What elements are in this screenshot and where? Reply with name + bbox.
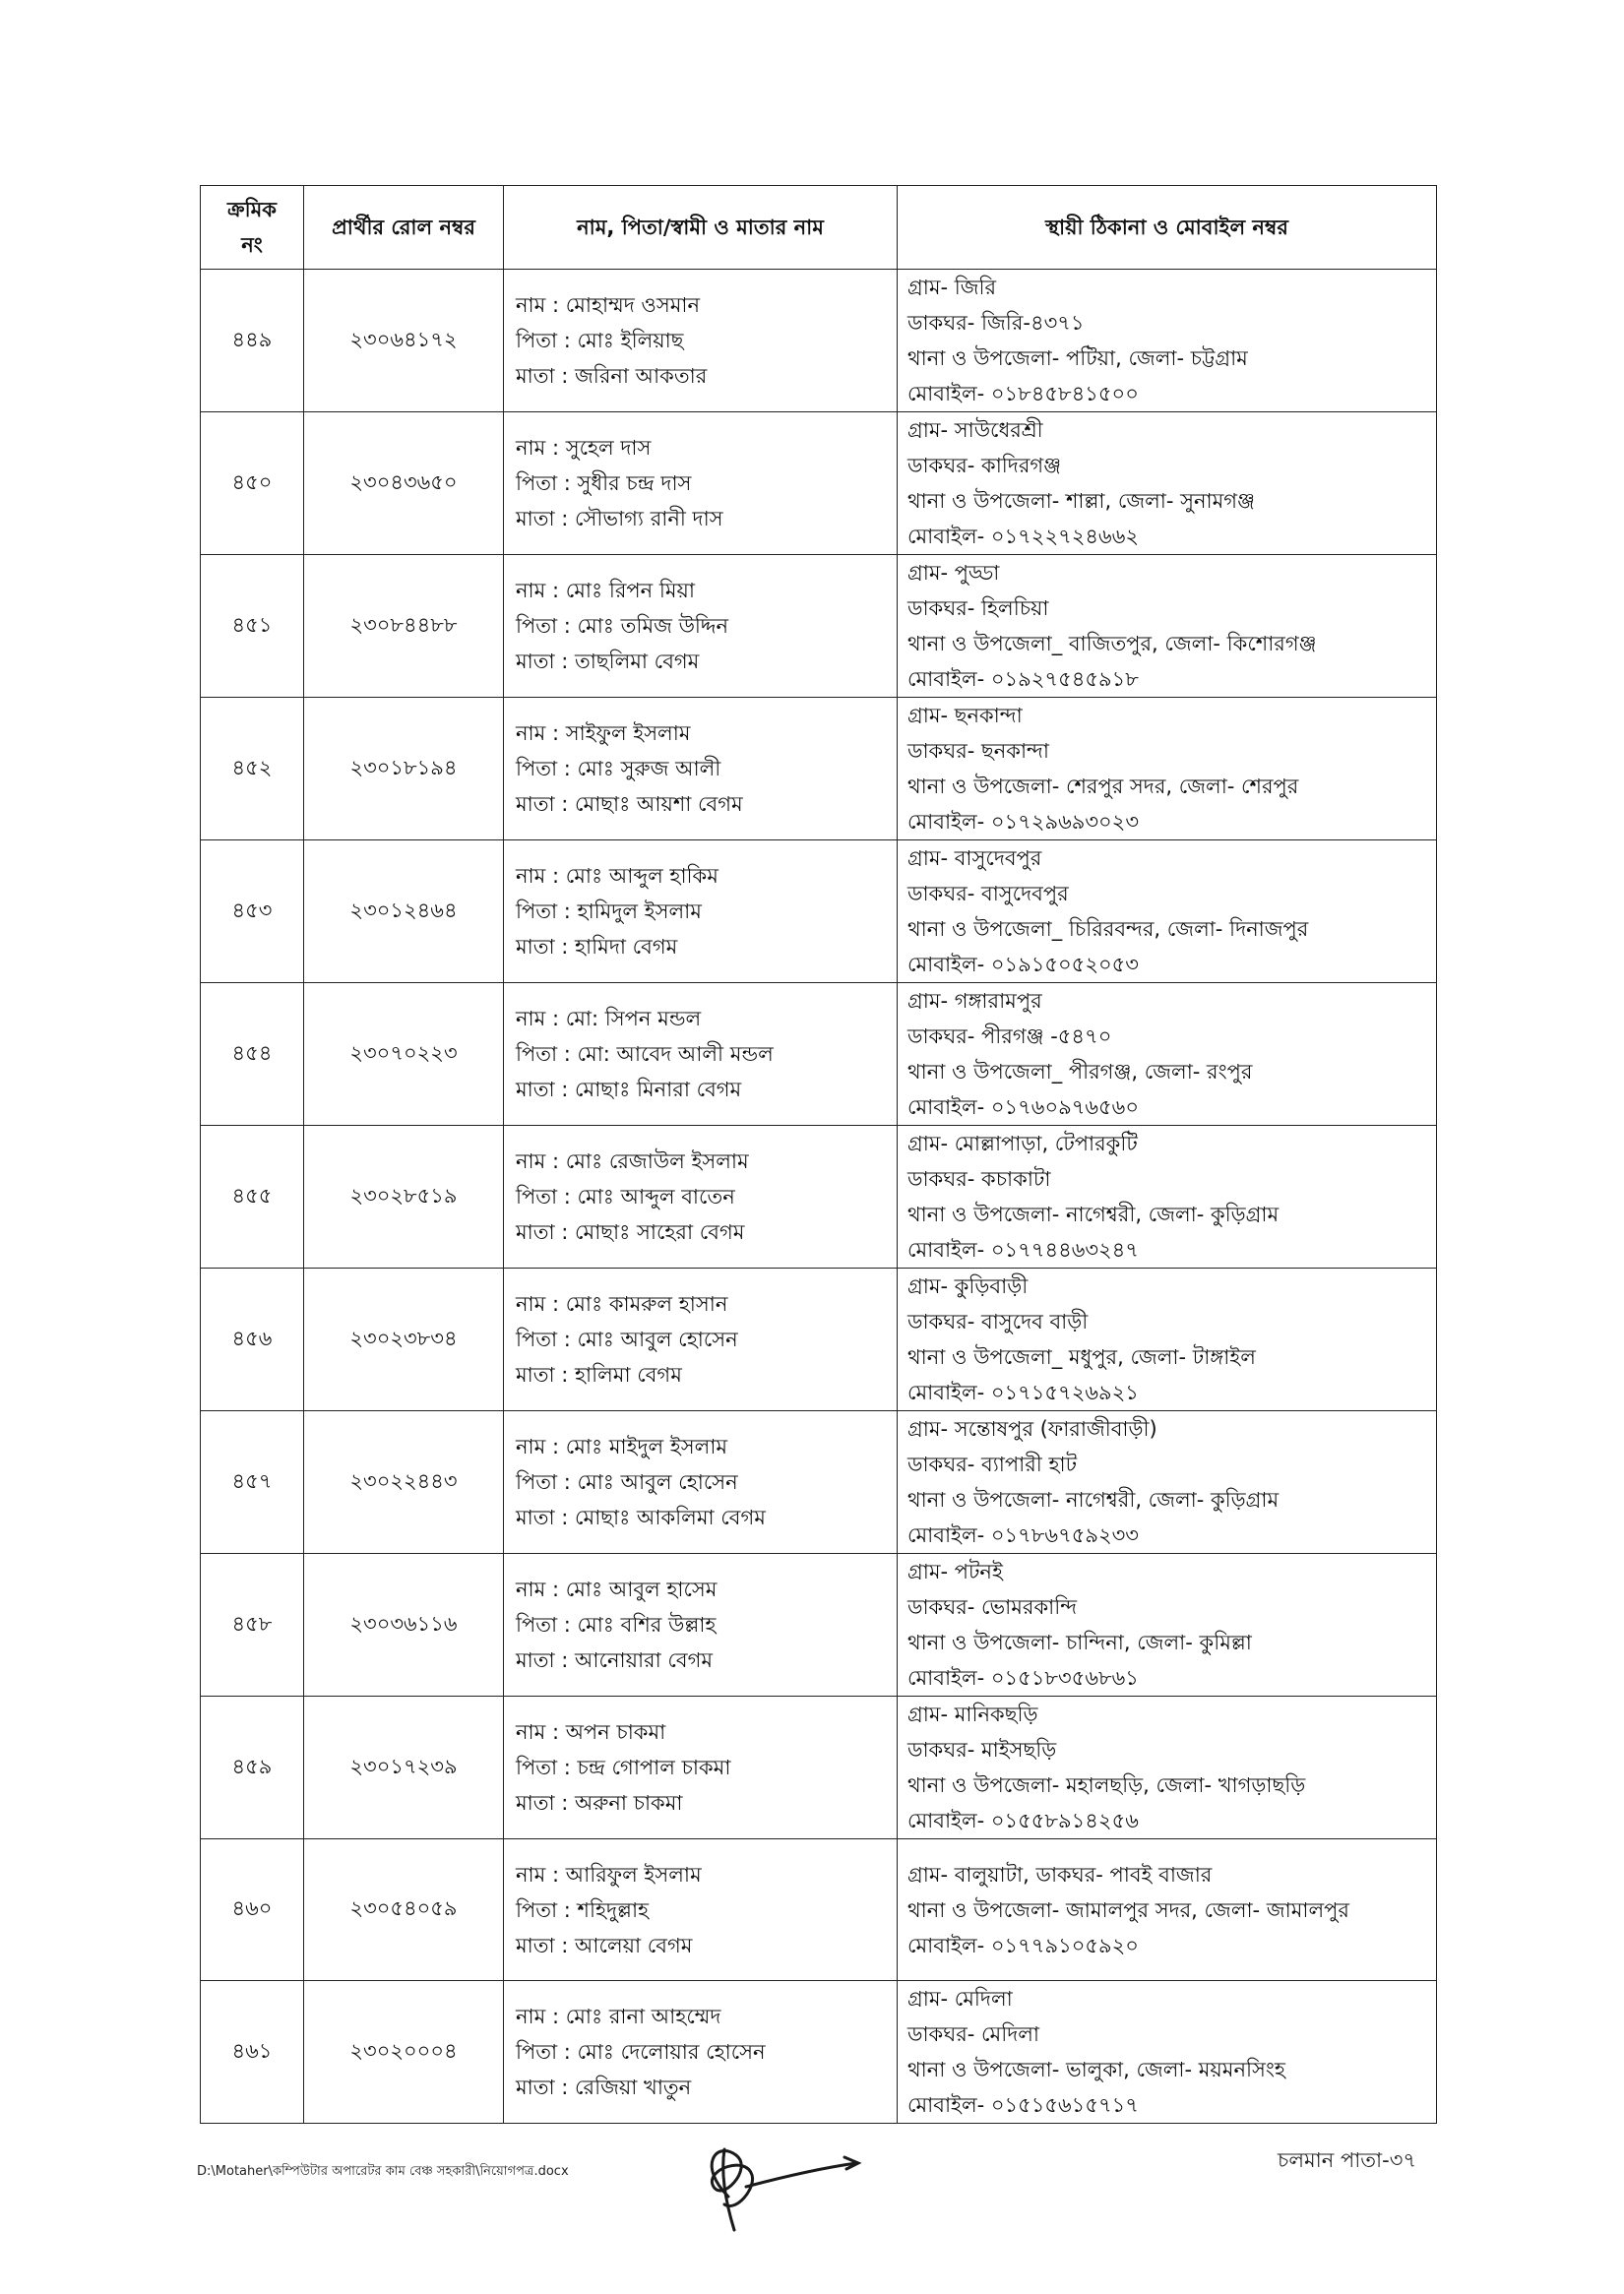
address-line: থানা ও উপজেলা_ চিরিরবন্দর, জেলা- দিনাজপুর	[907, 917, 1309, 941]
address-cell	[898, 1697, 1437, 1839]
serial-header-line2: নং	[241, 233, 263, 257]
names-cell	[504, 1697, 898, 1839]
names-cell	[504, 983, 898, 1126]
address-line: মোবাইল- ০১৭২৯৬৯৩০২৩	[907, 810, 1139, 834]
mother-name: মাতা : অরুনা চাকমা	[516, 1791, 683, 1815]
serial-cell: ৪৫১	[201, 555, 304, 698]
address-line: গ্রাম- ছনকান্দা	[907, 704, 1023, 727]
table-row	[201, 1126, 1437, 1269]
address-line: ডাকঘর- মাইসছড়ি	[907, 1738, 1057, 1762]
address-line: গ্রাম- মানিকছড়ি	[907, 1703, 1038, 1726]
mother-name: মাতা : মোছাঃ মিনারা বেগম	[516, 1078, 742, 1101]
serial-cell: ৪৫৮	[201, 1554, 304, 1697]
address-line: মোবাইল- ০১৫৫৮৯১৪২৫৬	[907, 1809, 1139, 1832]
page-continuation-label: চলমান পাতা-৩৭	[1278, 2148, 1417, 2172]
names-cell	[504, 840, 898, 983]
address-line: থানা ও উপজেলা_ বাজিতপুর, জেলা- কিশোরগঞ্জ	[907, 632, 1317, 655]
address-line: ডাকঘর- মেদিলা	[907, 2022, 1039, 2046]
address-line: মোবাইল- ০১৫১৫৬১৫৭১৭	[907, 2093, 1139, 2117]
names-cell	[504, 1411, 898, 1554]
candidate-name: নাম : সাইফুল ইসলাম	[516, 721, 691, 745]
address-cell	[898, 270, 1437, 412]
address-line: মোবাইল- ০১৯১৫০৫২০৫৩	[907, 953, 1139, 976]
candidate-name: নাম : মোঃ রানা আহম্মেদ	[516, 2005, 721, 2028]
mother-name: মাতা : মোছাঃ আয়শা বেগম	[516, 792, 743, 816]
address-line: গ্রাম- সন্তোষপুর (ফারাজীবাড়ী)	[907, 1417, 1157, 1441]
father-name: পিতা : মোঃ ইলিয়াছ	[516, 329, 684, 352]
address-line: ডাকঘর- পীরগঞ্জ -৫৪৭০	[907, 1024, 1112, 1048]
address-line: গ্রাম- মোল্লাপাড়া, টেপারকুটি	[907, 1132, 1138, 1155]
roll-number-cell: ২৩০২৩৮৩৪	[304, 1269, 504, 1411]
address-line: গ্রাম- পুড্ডা	[907, 561, 1000, 585]
address-cell	[898, 412, 1437, 555]
serial-cell: ৪৪৯	[201, 270, 304, 412]
serial-header	[201, 186, 304, 270]
father-name: পিতা : মোঃ আবুল হোসেন	[516, 1328, 738, 1351]
mother-name: মাতা : আনোয়ারা বেগম	[516, 1648, 713, 1672]
serial-cell: ৪৫৩	[201, 840, 304, 983]
serial-header-line1: ক্রমিক	[227, 198, 277, 221]
roll-number-cell: ২৩০৫৪০৫৯	[304, 1839, 504, 1981]
mother-name: মাতা : মোছাঃ আকলিমা বেগম	[516, 1506, 766, 1529]
names-cell	[504, 412, 898, 555]
names-cell	[504, 1981, 898, 2124]
mother-name: মাতা : জরিনা আকতার	[516, 364, 708, 388]
address-line: ডাকঘর- হিলচিয়া	[907, 596, 1049, 620]
address-line: থানা ও উপজেলা- জামালপুর সদর, জেলা- জামালপুর	[907, 1897, 1349, 1922]
address-cell	[898, 1554, 1437, 1697]
mother-name: মাতা : তাছলিমা বেগম	[516, 650, 700, 673]
mother-name: মাতা : হামিদা বেগম	[516, 935, 678, 959]
names-cell	[504, 1269, 898, 1411]
roll-number-cell: ২৩০১৭২৩৯	[304, 1697, 504, 1839]
address-line: ডাকঘর- কচাকাটা	[907, 1167, 1051, 1191]
table-row	[201, 1981, 1437, 2124]
mother-name: মাতা : মোছাঃ সাহেরা বেগম	[516, 1220, 745, 1244]
address-line: থানা ও উপজেলা- নাগেশ্বরী, জেলা- কুড়িগ্রাম	[907, 1488, 1280, 1512]
address-line: গ্রাম- বালুয়াটা, ডাকঘর- পাবই বাজার	[907, 1862, 1213, 1887]
father-name: পিতা : চন্দ্র গোপাল চাকমা	[516, 1756, 731, 1779]
address-line: গ্রাম- সাউধেরশ্রী	[907, 418, 1043, 442]
address-line: মোবাইল- ০১৭৭৪৪৬৩২৪৭	[907, 1238, 1139, 1262]
address-header: স্থায়ী ঠিকানা ও মোবাইল নম্বর	[898, 186, 1437, 270]
address-line: গ্রাম- বাসুদেবপুর	[907, 846, 1042, 870]
address-line: থানা ও উপজেলা- নাগেশ্বরী, জেলা- কুড়িগ্রাম	[907, 1203, 1280, 1226]
address-line: গ্রাম- কুড়িবাড়ী	[907, 1274, 1029, 1298]
address-line: মোবাইল- ০১৭১৫৭২৬৯২১	[907, 1381, 1139, 1404]
address-line: মোবাইল- ০১৮৪৫৮৪১৫০০	[907, 382, 1139, 405]
father-name: পিতা : সুধীর চন্দ্র দাস	[516, 471, 692, 495]
father-name: পিতা : মোঃ দেলোয়ার হোসেন	[516, 2040, 766, 2064]
signature-icon	[677, 2136, 864, 2234]
candidate-name: নাম : আরিফুল ইসলাম	[516, 1862, 702, 1887]
serial-cell: ৪৫৬	[201, 1269, 304, 1411]
address-line: ডাকঘর- বাসুদেবপুর	[907, 882, 1069, 905]
address-line: মোবাইল- ০১৭৮৬৭৫৯২৩৩	[907, 1523, 1139, 1547]
table-row	[201, 412, 1437, 555]
names-header: নাম, পিতা/স্বামী ও মাতার নাম	[504, 186, 898, 270]
footer-file-path: D:\Motaher\কম্পিউটার অপারেটর কাম বেঞ্চ সহকারী\নিয়োগপত্র.docx	[197, 2164, 569, 2179]
address-line: ডাকঘর- ভোমরকান্দি	[907, 1595, 1078, 1619]
address-cell	[898, 1839, 1437, 1981]
serial-cell: ৪৬১	[201, 1981, 304, 2124]
roll-number-cell: ২৩০৬৪১৭২	[304, 270, 504, 412]
names-cell	[504, 1554, 898, 1697]
address-line: থানা ও উপজেলা_ মধুপুর, জেলা- টাঙ্গাইল	[907, 1345, 1256, 1369]
address-line: থানা ও উপজেলা- মহালছড়ি, জেলা- খাগড়াছড়ি	[907, 1773, 1306, 1797]
candidate-name: নাম : মোহাম্মদ ওসমান	[516, 293, 701, 317]
names-cell	[504, 1839, 898, 1981]
address-line: থানা ও উপজেলা- শাল্লা, জেলা- সুনামগঞ্জ	[907, 489, 1256, 513]
address-line: গ্রাম- মেদিলা	[907, 1987, 1013, 2011]
table-row	[201, 1839, 1437, 1981]
address-cell	[898, 1269, 1437, 1411]
address-line: থানা ও উপজেলা- পটিয়া, জেলা- চট্টগ্রাম	[907, 346, 1248, 370]
mother-name: মাতা : সৌভাগ্য রানী দাস	[516, 507, 723, 530]
address-line: গ্রাম- গঙ্গারামপুর	[907, 989, 1042, 1013]
candidate-name: নাম : সুহেল দাস	[516, 436, 652, 460]
address-cell	[898, 1126, 1437, 1269]
roll-number-cell: ২৩০২০০০৪	[304, 1981, 504, 2124]
table-row	[201, 555, 1437, 698]
table-row	[201, 270, 1437, 412]
mother-name: মাতা : আলেয়া বেগম	[516, 1933, 693, 1957]
address-cell	[898, 1411, 1437, 1554]
serial-cell: ৪৫২	[201, 698, 304, 840]
mother-name: মাতা : হালিমা বেগম	[516, 1363, 682, 1387]
table-header-row	[201, 186, 1437, 270]
candidate-name: নাম : মোঃ রেজাউল ইসলাম	[516, 1149, 749, 1173]
address-line: থানা ও উপজেলা- ভালুকা, জেলা- ময়মনসিংহ	[907, 2058, 1285, 2081]
candidate-name: নাম : মোঃ আব্দুল হাকিম	[516, 864, 718, 888]
address-line: মোবাইল- ০১৫১৮৩৫৬৮৬১	[907, 1666, 1139, 1690]
candidate-name: নাম : মো: সিপন মন্ডল	[516, 1007, 702, 1030]
roll-number-cell: ২৩০১২৪৬৪	[304, 840, 504, 983]
candidate-name: নাম : মোঃ আবুল হাসেম	[516, 1578, 718, 1601]
serial-cell: ৪৫৪	[201, 983, 304, 1126]
father-name: পিতা : মো: আবেদ আলী মন্ডল	[516, 1042, 774, 1066]
serial-cell: ৪৫৯	[201, 1697, 304, 1839]
address-cell	[898, 1981, 1437, 2124]
father-name: পিতা : হামিদুল ইসলাম	[516, 899, 702, 923]
table-row	[201, 1554, 1437, 1697]
address-line: গ্রাম- পটনই	[907, 1560, 1003, 1583]
roll-header: প্রার্থীর রোল নম্বর	[304, 186, 504, 270]
address-line: ডাকঘর- জিরি-৪৩৭১	[907, 311, 1085, 335]
names-cell	[504, 1126, 898, 1269]
table-row	[201, 983, 1437, 1126]
address-line: মোবাইল- ০১৭২২৭২৪৬৬২	[907, 525, 1140, 548]
father-name: পিতা : মোঃ আবুল হোসেন	[516, 1470, 738, 1494]
serial-cell: ৪৫৭	[201, 1411, 304, 1554]
father-name: পিতা : শহিদুল্লাহ	[516, 1897, 650, 1922]
roll-number-cell: ২৩০৪৩৬৫০	[304, 412, 504, 555]
names-cell	[504, 270, 898, 412]
roll-number-cell: ২৩০২৮৫১৯	[304, 1126, 504, 1269]
address-line: থানা ও উপজেলা- চান্দিনা, জেলা- কুমিল্লা	[907, 1631, 1252, 1654]
names-cell	[504, 555, 898, 698]
address-cell	[898, 840, 1437, 983]
serial-cell: ৪৬০	[201, 1839, 304, 1981]
father-name: পিতা : মোঃ সুরুজ আলী	[516, 757, 721, 780]
address-cell	[898, 698, 1437, 840]
address-line: ডাকঘর- ব্যাপারী হাট	[907, 1453, 1078, 1476]
address-cell	[898, 555, 1437, 698]
roll-number-cell: ২৩০২২৪৪৩	[304, 1411, 504, 1554]
serial-cell: ৪৫০	[201, 412, 304, 555]
serial-cell: ৪৫৫	[201, 1126, 304, 1269]
roll-number-cell: ২৩০১৮১৯৪	[304, 698, 504, 840]
father-name: পিতা : মোঃ আব্দুল বাতেন	[516, 1185, 735, 1209]
address-cell	[898, 983, 1437, 1126]
candidate-name: নাম : মোঃ কামরুল হাসান	[516, 1292, 728, 1316]
table-row	[201, 1697, 1437, 1839]
candidate-name: নাম : অপন চাকমা	[516, 1720, 666, 1744]
names-cell	[504, 698, 898, 840]
father-name: পিতা : মোঃ তমিজ উদ্দিন	[516, 614, 729, 638]
address-line: থানা ও উপজেলা_ পীরগঞ্জ, জেলা- রংপুর	[907, 1060, 1253, 1084]
table-row	[201, 1269, 1437, 1411]
roll-number-cell: ২৩০৭০২২৩	[304, 983, 504, 1126]
candidate-name: নাম : মোঃ রিপন মিয়া	[516, 579, 696, 602]
candidate-name: নাম : মোঃ মাইদুল ইসলাম	[516, 1435, 728, 1458]
table-row	[201, 1411, 1437, 1554]
address-line: মোবাইল- ০১৭৬০৯৭৬৫৬০	[907, 1095, 1139, 1119]
table-row	[201, 840, 1437, 983]
father-name: পিতা : মোঃ বশির উল্লাহ	[516, 1613, 717, 1637]
table-row	[201, 698, 1437, 840]
mother-name: মাতা : রেজিয়া খাতুন	[516, 2076, 692, 2099]
roll-number-cell: ২৩০৮৪৪৮৮	[304, 555, 504, 698]
address-line: গ্রাম- জিরি	[907, 276, 997, 299]
address-line: ডাকঘর- কাদিরগঞ্জ	[907, 454, 1062, 477]
address-line: মোবাইল- ০১৭৭৯১০৫৯২০	[907, 1933, 1139, 1957]
candidate-table	[200, 185, 1437, 2124]
address-line: থানা ও উপজেলা- শেরপুর সদর, জেলা- শেরপুর	[907, 775, 1299, 798]
address-line: ডাকঘর- ছনকান্দা	[907, 739, 1049, 763]
address-line: ডাকঘর- বাসুদেব বাড়ী	[907, 1310, 1089, 1333]
roll-number-cell: ২৩০৩৬১১৬	[304, 1554, 504, 1697]
address-line: মোবাইল- ০১৯২৭৫৪৫৯১৮	[907, 667, 1139, 691]
